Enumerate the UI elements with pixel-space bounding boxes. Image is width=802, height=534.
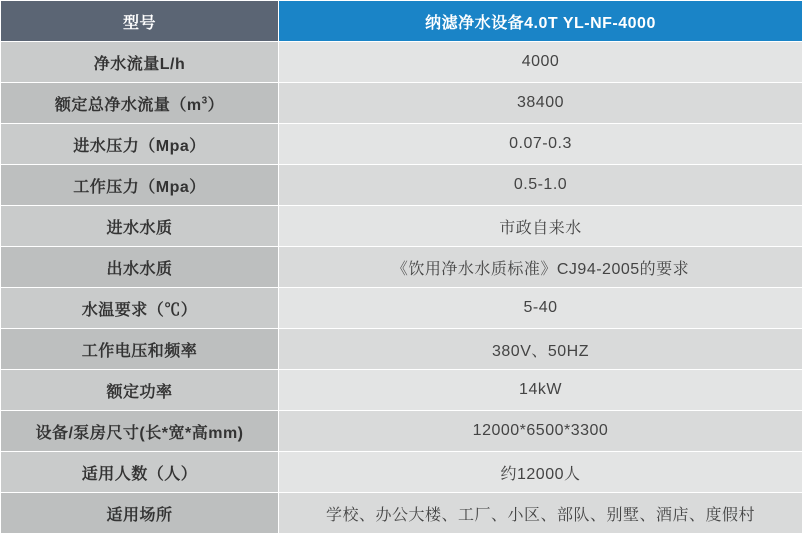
row-label: 工作压力（Mpa） — [1, 165, 279, 206]
row-value: 14kW — [279, 370, 802, 411]
table-row — [1, 165, 802, 206]
table-header-row — [1, 1, 802, 42]
row-label: 适用场所 — [1, 493, 279, 534]
row-value: 学校、办公大楼、工厂、小区、部队、别墅、酒店、度假村 — [279, 493, 802, 534]
table-row — [1, 452, 802, 493]
row-value: 4000 — [279, 42, 802, 83]
table-row — [1, 42, 802, 83]
row-label: 工作电压和频率 — [1, 329, 279, 370]
row-label: 设备/泵房尺寸(长*宽*高mm) — [1, 411, 279, 452]
row-value: 38400 — [279, 83, 802, 124]
row-value: 5-40 — [279, 288, 802, 329]
row-label: 净水流量L/h — [1, 42, 279, 83]
row-value: 0.07-0.3 — [279, 124, 802, 165]
row-value: 《饮用净水水质标准》CJ94-2005的要求 — [279, 247, 802, 288]
row-label-main: 额定总净水流量（m — [55, 97, 202, 114]
table-row — [1, 329, 802, 370]
row-value: 380V、50HZ — [279, 329, 802, 370]
row-label: 进水压力（Mpa） — [1, 124, 279, 165]
row-value: 12000*6500*3300 — [279, 411, 802, 452]
table-row — [1, 411, 802, 452]
row-label: 出水水质 — [1, 247, 279, 288]
row-label: 适用人数（人） — [1, 452, 279, 493]
row-label: 水温要求（℃） — [1, 288, 279, 329]
row-label-superscript: 3 — [202, 95, 208, 106]
table-row — [1, 83, 802, 124]
table-row — [1, 493, 802, 534]
table-body — [1, 1, 802, 534]
header-value-cell: 纳滤净水设备4.0T YL-NF-4000 — [279, 1, 802, 42]
row-value: 约12000人 — [279, 452, 802, 493]
row-label: 进水水质 — [1, 206, 279, 247]
table-row — [1, 124, 802, 165]
row-value: 市政自来水 — [279, 206, 802, 247]
header-label-cell: 型号 — [1, 1, 279, 42]
row-label-tail: ） — [208, 97, 225, 114]
row-label: 额定功率 — [1, 370, 279, 411]
table-row — [1, 247, 802, 288]
row-label — [1, 83, 279, 124]
table-row — [1, 288, 802, 329]
table-row — [1, 370, 802, 411]
table-row — [1, 206, 802, 247]
row-value: 0.5-1.0 — [279, 165, 802, 206]
